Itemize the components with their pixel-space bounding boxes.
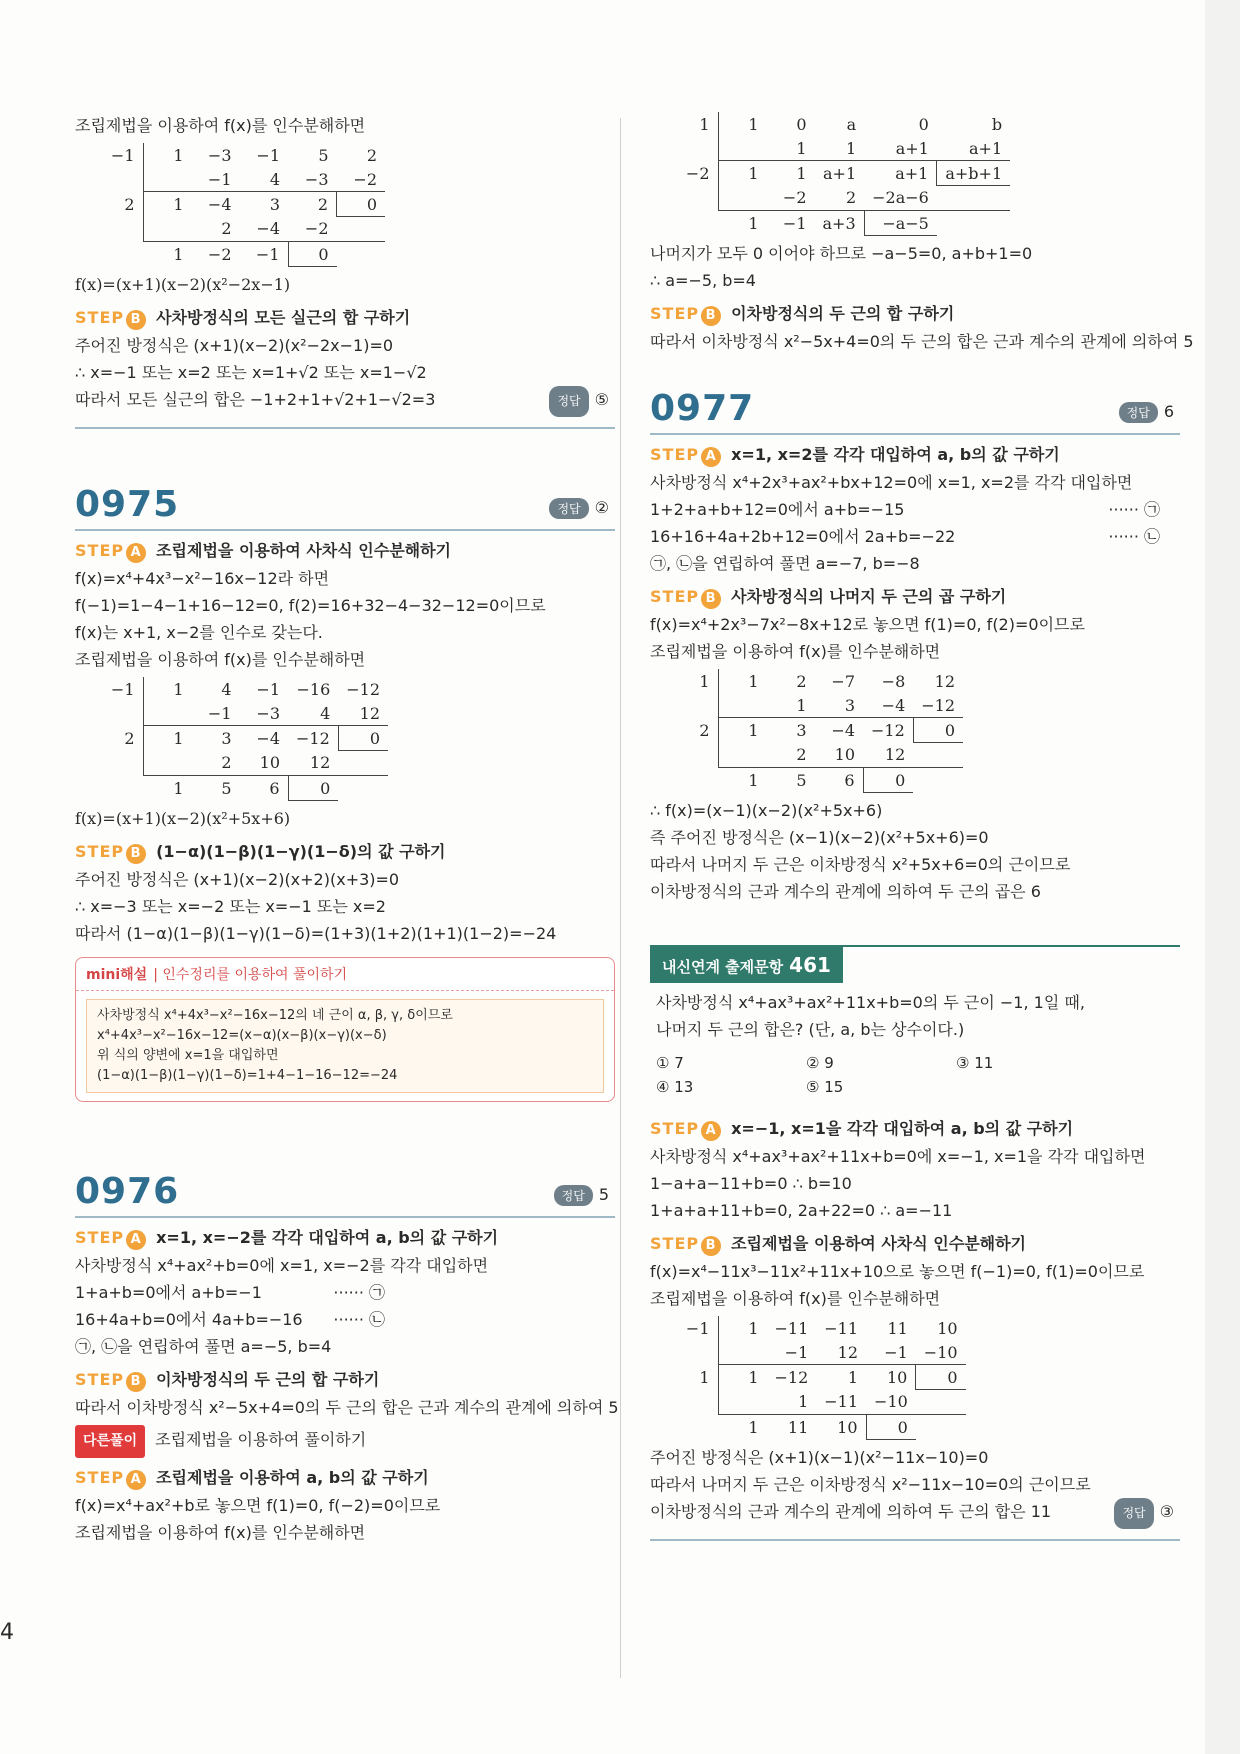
choice-2[interactable]: ② 9 (806, 1054, 834, 1072)
mini-solution-header: mini해설 | 인수정리를 이용하여 풀이하기 (76, 958, 614, 991)
synth-cell: 0 (337, 192, 386, 217)
mini-solution-body (86, 999, 604, 1093)
solution-line: (1−α)(1−β)(1−γ)(1−δ)=1+4−1−16−12=−24 (97, 1068, 398, 1083)
naesin-problem-box (650, 945, 1180, 1099)
synth-cell (670, 136, 718, 161)
naesin-question (650, 989, 1180, 1043)
synth-cell: 1 (767, 693, 815, 718)
synth-cell: 10 (240, 751, 289, 776)
step-title: 이차방정식의 두 근의 합 구하기 (731, 304, 955, 323)
synth-cell (143, 751, 192, 776)
step-heading (650, 583, 1180, 611)
synth-cell: 0 (288, 776, 338, 801)
solution-lines (650, 1143, 1180, 1224)
solution-line: ∴ x=−1 또는 x=2 또는 x=1+√2 또는 x=1−√2 (75, 363, 427, 382)
step-heading (650, 441, 1180, 469)
synth-cell (143, 701, 192, 726)
synth-cell: 1 (748, 1417, 759, 1437)
synth-cell: 11 (787, 1417, 809, 1437)
solution-line: 위 식의 양변에 x=1을 대입하면 (97, 1048, 279, 1063)
solution-line: ㉠, ㉡을 연립하여 풀면 a=−5, b=4 (75, 1337, 332, 1356)
synth-cell (718, 693, 767, 718)
answer-badge: 정답 (549, 386, 588, 417)
section-separator (75, 427, 615, 429)
solution-line: ∴ f(x)=(x−1)(x−2)(x²+5x+6) (650, 801, 883, 820)
synthetic-division-table (95, 143, 615, 267)
problem-number: 0976 (75, 1171, 180, 1212)
problem-number: 0977 (650, 388, 755, 429)
solution-line: 따라서 이차방정식 x²−5x+4=0의 두 근의 합은 근과 계수의 관계에 의하여 5 (650, 332, 1194, 351)
synth-cell (718, 1340, 767, 1365)
synth-cell (670, 211, 718, 236)
step-heading (650, 300, 1180, 328)
step-heading (650, 1115, 1180, 1143)
synth-cell (338, 751, 388, 776)
synth-cell: 12 (934, 671, 956, 691)
step-tag: STEP A (75, 1468, 146, 1487)
synth-cell: a+3 (822, 213, 856, 233)
synth-cell: 3 (796, 720, 807, 740)
step-tag: STEP B (650, 304, 721, 323)
solution-line: 사차방정식 x⁴+ax³+ax²+11x+b=0의 두 근이 −1, 1일 때, (656, 993, 1085, 1012)
synth-cell: b (991, 114, 1003, 134)
synth-cell: 0 (796, 114, 807, 134)
answer-row (1119, 402, 1174, 423)
synth-cell: a+1 (823, 163, 857, 183)
synth-cell: −1 (95, 143, 143, 167)
solution-line: 따라서 나머지 두 근은 이차방정식 x²−11x−10=0의 근이므로 (650, 1475, 1091, 1494)
synth-cell: −12 (774, 1367, 809, 1387)
problem-number: 0975 (75, 484, 180, 525)
synth-cell: −2 (337, 167, 386, 192)
step-title: x=−1, x=1을 각각 대입하여 a, b의 값 구하기 (731, 1119, 1074, 1138)
synth-cell: −1 (192, 167, 240, 192)
synth-cell: 5 (318, 145, 329, 165)
step-tag: STEP B (75, 308, 146, 327)
synth-cell: 3 (269, 194, 280, 214)
synth-cell: 1 (796, 163, 807, 183)
step-tag: STEP A (650, 445, 721, 464)
synth-cell: 12 (816, 1340, 866, 1365)
synth-cell: 2 (767, 743, 815, 768)
synth-cell: −3 (240, 701, 289, 726)
answer-choices (656, 1051, 1180, 1099)
other-solution-title: 조립제법을 이용하여 풀이하기 (155, 1430, 367, 1449)
problem-header (75, 1160, 615, 1218)
solution-line: 이차방정식의 근과 계수의 관계에 의하여 두 근의 합은 11 (650, 1502, 1052, 1521)
solution-line: 나머지가 모두 0 이어야 하므로 −a−5=0, a+b+1=0 (650, 244, 1033, 263)
answer-value: ② (594, 498, 609, 517)
synth-cell: 12 (338, 701, 388, 726)
choice-3[interactable]: ③ 11 (956, 1054, 994, 1072)
synth-cell: 2 (317, 194, 328, 214)
solution-line: 이차방정식의 근과 계수의 관계에 의하여 두 근의 곱은 6 (650, 882, 1041, 901)
synth-cell: 2 (815, 186, 865, 211)
factor-result: f(x)=(x+1)(x−2)(x²−2x−1) (75, 275, 291, 294)
problem-header (75, 473, 615, 531)
synth-cell: 2 (95, 726, 143, 751)
synth-cell: a+1 (937, 136, 1010, 161)
step-tag: STEP A (75, 1228, 146, 1247)
synth-cell (937, 211, 1010, 236)
synth-cell (143, 167, 192, 192)
synth-cell: 0 (866, 1415, 916, 1440)
mini-solution-box (75, 957, 615, 1102)
synth-cell: −3 (207, 145, 232, 165)
synth-cell: −1 (255, 244, 280, 264)
step-tag: STEP B (75, 1370, 146, 1389)
solution-line: 주어진 방정식은 (x+1)(x−2)(x²−2x−1)=0 (75, 336, 394, 355)
synth-cell: −12 (871, 720, 905, 740)
synth-cell: −4 (831, 720, 855, 740)
synth-cell: −4 (240, 217, 289, 242)
solution-lines (650, 240, 1180, 294)
synth-cell: 12 (863, 743, 913, 768)
synth-cell: −1 (866, 1340, 916, 1365)
synth-cell: 1 (748, 720, 759, 740)
synth-cell: a+1 (864, 136, 937, 161)
synth-cell: −4 (207, 194, 232, 214)
synth-cell: 1 (173, 194, 184, 214)
step-heading (75, 1366, 615, 1394)
synth-cell: −2 (670, 161, 718, 186)
synth-cell (95, 701, 143, 726)
synth-cell (718, 186, 767, 211)
synth-cell: 1 (815, 136, 865, 161)
synth-cell: −1 (256, 145, 280, 165)
synth-cell: 1 (173, 728, 184, 748)
synthetic-division-table (95, 677, 615, 801)
step-heading (75, 838, 615, 866)
synth-cell: 1 (748, 163, 759, 183)
synth-cell: 5 (796, 770, 807, 790)
solution-lines (650, 611, 1180, 665)
step-tag: STEP B (650, 587, 721, 606)
synth-cell (718, 136, 767, 161)
factor-result: f(x)=(x+1)(x−2)(x²+5x+6) (75, 809, 291, 828)
synth-cell: −3 (288, 167, 337, 192)
synthetic-division-table (670, 1316, 1180, 1440)
synth-cell: 1 (847, 1367, 859, 1387)
answer-badge: 정답 (1114, 1498, 1153, 1529)
step-title: 이차방정식의 두 근의 합 구하기 (156, 1370, 380, 1389)
solution-line: f(x)=x⁴+2x³−7x²−8x+12로 놓으면 f(1)=0, f(2)=0이므로 (650, 615, 1085, 634)
synth-cell: 0 (338, 726, 388, 751)
solution-line: ㉠, ㉡을 연립하여 풀면 a=−7, b=−8 (650, 554, 920, 573)
synth-cell: −4 (863, 693, 913, 718)
step-title: x=1, x=−2를 각각 대입하여 a, b의 값 구하기 (156, 1228, 499, 1247)
synth-cell (95, 776, 143, 801)
left-column (75, 112, 619, 1546)
right-column (650, 112, 1194, 1541)
answer-value: ⑤ (594, 390, 609, 409)
answer-badge: 정답 (549, 498, 588, 519)
synth-cell: 11 (887, 1318, 908, 1338)
synth-cell: 0 (913, 718, 963, 743)
synth-cell (670, 1415, 718, 1440)
synth-cell (143, 217, 192, 242)
synth-cell: 4 (240, 167, 289, 192)
step-heading (75, 537, 615, 565)
synth-cell: 10 (837, 1417, 858, 1437)
solution-line: 따라서 모든 실근의 합은 −1+2+1+√2+1−√2=3 (75, 390, 436, 409)
step-title: 사차방정식의 모든 실근의 합 구하기 (156, 308, 411, 327)
synth-cell: 4 (288, 701, 338, 726)
synth-cell (670, 768, 718, 793)
synth-cell (916, 1390, 966, 1415)
solution-line: 1+a+b=0에서 a+b=−1 ······ ㉠ (75, 1283, 385, 1302)
synth-cell: −2 (767, 186, 815, 211)
synth-cell (718, 743, 767, 768)
synth-cell: −1 (192, 701, 240, 726)
answer-row (549, 498, 609, 519)
synth-cell (913, 768, 963, 793)
synth-cell: 6 (844, 770, 855, 790)
solution-line: 주어진 방정식은 (x+1)(x−1)(x²−11x−10)=0 (650, 1448, 989, 1467)
synth-cell: 1 (670, 1365, 718, 1390)
synth-cell: −2 (288, 217, 337, 242)
synth-cell: −1 (767, 1340, 817, 1365)
step-tag: STEP A (650, 1119, 721, 1138)
synth-cell: 3 (815, 693, 864, 718)
synth-cell: 2 (670, 718, 718, 743)
synth-cell (937, 186, 1010, 211)
solution-line: 16+4a+b=0에서 4a+b=−16 ······ ㉡ (75, 1310, 385, 1329)
synth-cell: 1 (670, 669, 718, 693)
solution-line: 따라서 이차방정식 x²−5x+4=0의 두 근의 합은 근과 계수의 관계에 의하여 5 (75, 1398, 619, 1417)
step-title: 조립제법을 이용하여 사차식 인수분해하기 (731, 1234, 1027, 1253)
answer-value: 6 (1163, 402, 1174, 421)
answer-value: 5 (598, 1185, 609, 1204)
synth-cell: a (846, 114, 857, 134)
synth-cell: 0 (918, 114, 929, 134)
solution-line: f(x)=x⁴+ax²+b로 놓으면 f(1)=0, f(−2)=0이므로 (75, 1496, 441, 1515)
synth-cell: a+1 (895, 163, 929, 183)
synth-cell: 1 (748, 770, 759, 790)
solution-lines (650, 797, 1180, 905)
solution-line: x⁴+4x³−x²−16x−12=(x−α)(x−β)(x−γ)(x−δ) (97, 1028, 387, 1043)
synth-cell: 2 (95, 192, 143, 217)
synth-cell: −8 (881, 671, 906, 691)
synth-cell: 6 (269, 778, 280, 798)
synth-cell: −4 (256, 728, 280, 748)
solution-line: 사차방정식 x⁴+4x³−x²−16x−12의 네 근이 α, β, γ, δ이므로 (97, 1008, 453, 1023)
synth-cell: 1 (748, 114, 759, 134)
synth-cell: −a−5 (864, 211, 937, 236)
step-heading (75, 304, 615, 332)
solution-line: f(x)는 x+1, x−2를 인수로 갖는다. (75, 623, 323, 642)
synth-cell: −10 (866, 1390, 916, 1415)
answer-badge: 정답 (554, 1185, 593, 1206)
synth-cell (913, 743, 963, 768)
synth-cell (670, 693, 718, 718)
step-title: (1−α)(1−β)(1−γ)(1−δ)의 값 구하기 (156, 842, 446, 861)
solution-line: 주어진 방정식은 (x+1)(x−2)(x+2)(x+3)=0 (75, 870, 400, 889)
synth-cell: 1 (748, 1318, 759, 1338)
synth-cell: 3 (221, 728, 232, 748)
synth-cell: −1 (782, 213, 807, 233)
solution-line: ∴ a=−5, b=4 (650, 271, 756, 290)
solution-line: f(x)=x⁴−11x³−11x²+11x+10으로 놓으면 f(−1)=0, f(1)=0이므로 (650, 1262, 1145, 1281)
synth-cell: 10 (937, 1318, 958, 1338)
synth-cell (95, 217, 143, 242)
solution-line: 1+a+a+11+b=0, 2a+22=0 ∴ a=−11 (650, 1201, 953, 1220)
choice-4[interactable]: ④ 13 (656, 1078, 694, 1096)
solution-line: 조립제법을 이용하여 f(x)를 인수분해하면 (650, 642, 941, 661)
synth-cell: −10 (916, 1340, 966, 1365)
solution-line: ∴ x=−3 또는 x=−2 또는 x=−1 또는 x=2 (75, 897, 386, 916)
synth-cell: 1 (670, 112, 718, 136)
solution-line: 나머지 두 근의 합은? (단, a, b는 상수이다.) (656, 1020, 965, 1039)
choice-5[interactable]: ⑤ 15 (806, 1078, 844, 1096)
synth-cell (670, 186, 718, 211)
synth-cell: −12 (913, 693, 963, 718)
synth-cell: −11 (816, 1390, 866, 1415)
synth-cell: −2 (207, 244, 232, 264)
synth-cell: −11 (824, 1318, 859, 1338)
step-tag: STEP B (75, 842, 146, 861)
synth-cell: 10 (886, 1367, 908, 1387)
synthetic-division-table (670, 112, 1180, 236)
synth-cell: 4 (221, 679, 232, 699)
step-title: 사차방정식의 나머지 두 근의 곱 구하기 (731, 587, 1007, 606)
synth-cell (95, 167, 143, 192)
synth-cell: 5 (221, 778, 232, 798)
synth-cell: −7 (831, 671, 855, 691)
solution-line: 조립제법을 이용하여 f(x)를 인수분해하면 (75, 1523, 366, 1542)
synth-cell: 0 (288, 242, 337, 267)
solution-line: 따라서 (1−α)(1−β)(1−γ)(1−δ)=(1+3)(1+2)(1+1)(1−2)=−24 (75, 924, 557, 943)
solution-line: 1+2+a+b+12=0에서 a+b=−15 ······ ㉠ (650, 500, 1160, 519)
synth-cell: 1 (767, 136, 815, 161)
solution-lines (75, 1492, 615, 1546)
solution-line: 사차방정식 x⁴+ax³+ax²+11x+b=0에 x=−1, x=1을 각각 대입하면 (650, 1147, 1146, 1166)
solution-line: f(x)=x⁴+4x³−x²−16x−12라 하면 (75, 569, 330, 588)
synth-cell: 2 (192, 217, 240, 242)
page-number: 4 (0, 1620, 14, 1645)
synth-cell: 0 (916, 1365, 966, 1390)
synth-cell: 12 (288, 751, 338, 776)
choice-1[interactable]: ① 7 (656, 1054, 684, 1072)
synth-cell: −16 (296, 679, 331, 699)
synth-cell: 10 (815, 743, 864, 768)
synth-cell: −1 (95, 677, 143, 701)
synth-cell (338, 776, 388, 801)
synth-cell: 2 (192, 751, 240, 776)
solution-lines (75, 565, 615, 673)
synth-cell: 2 (366, 145, 377, 165)
answer-badge: 정답 (1119, 402, 1158, 423)
solution-lines (75, 866, 615, 947)
synth-cell (670, 743, 718, 768)
step-heading (650, 1230, 1180, 1258)
synth-cell: 1 (748, 671, 759, 691)
step-heading (75, 1464, 615, 1492)
synth-cell: 1 (767, 1390, 817, 1415)
synth-cell (670, 1340, 718, 1365)
synth-cell (95, 751, 143, 776)
synth-cell (670, 1390, 718, 1415)
step-title: 조립제법을 이용하여 사차식 인수분해하기 (156, 541, 452, 560)
synth-cell: 1 (173, 145, 184, 165)
naesin-label: 내신연계 출제문항 461 (650, 947, 843, 983)
synth-cell (95, 242, 143, 267)
synth-cell (718, 1390, 767, 1415)
synth-cell: −11 (774, 1318, 809, 1338)
solution-line: 즉 주어진 방정식은 (x−1)(x−2)(x²+5x+6)=0 (650, 828, 989, 847)
solution-line: 16+16+4a+2b+12=0에서 2a+b=−22 ······ ㉡ (650, 527, 1160, 546)
solution-line: 조립제법을 이용하여 f(x)를 인수분해하면 (75, 650, 366, 669)
step-tag: STEP A (75, 541, 146, 560)
column-divider (620, 118, 621, 1678)
step-title: x=1, x=2를 각각 대입하여 a, b의 값 구하기 (731, 445, 1060, 464)
synth-cell: 1 (173, 679, 184, 699)
synth-cell: 1 (748, 213, 759, 233)
answer-row (554, 1185, 609, 1206)
synth-cell (337, 217, 386, 242)
solution-line: 1−a+a−11+b=0 ∴ b=10 (650, 1174, 852, 1193)
synth-cell: −1 (256, 679, 280, 699)
step-title: 조립제법을 이용하여 a, b의 값 구하기 (156, 1468, 429, 1487)
synth-cell: −12 (346, 679, 381, 699)
step-heading (75, 1224, 615, 1252)
solution-line: 사차방정식 x⁴+ax²+b=0에 x=1, x=−2를 각각 대입하면 (75, 1256, 489, 1275)
synth-cell: 0 (863, 768, 913, 793)
step-tag: STEP B (650, 1234, 721, 1253)
synth-cell (337, 242, 386, 267)
synthetic-division-table (670, 669, 1180, 793)
other-solution-badge: 다른풀이 (75, 1425, 145, 1458)
solution-line: f(−1)=1−4−1+16−12=0, f(2)=16+32−4−32−12=0이므로 (75, 596, 546, 615)
solution-line: 따라서 나머지 두 근은 이차방정식 x²+5x+6=0의 근이므로 (650, 855, 1071, 874)
synth-cell: 1 (748, 1367, 759, 1387)
solution-line: 사차방정식 x⁴+2x³+ax²+bx+12=0에 x=1, x=2를 각각 대입하면 (650, 473, 1133, 492)
problem-header (650, 377, 1180, 435)
answer-value: ③ (1159, 1502, 1174, 1521)
solution-lines (650, 1258, 1180, 1312)
synth-cell: −1 (670, 1316, 718, 1340)
intro-text: 조립제법을 이용하여 f(x)를 인수분해하면 (75, 116, 366, 135)
synth-cell: −2a−6 (864, 186, 937, 211)
solution-line: 조립제법을 이용하여 f(x)를 인수분해하면 (650, 1289, 941, 1308)
synth-cell: a+b+1 (937, 161, 1010, 186)
other-solution-row (75, 1425, 615, 1458)
synth-cell: −12 (296, 728, 330, 748)
synth-cell: 1 (173, 244, 184, 264)
synth-cell (916, 1415, 966, 1440)
section-separator (650, 1539, 1180, 1541)
synth-cell: 2 (796, 671, 807, 691)
synth-cell: 1 (173, 778, 184, 798)
